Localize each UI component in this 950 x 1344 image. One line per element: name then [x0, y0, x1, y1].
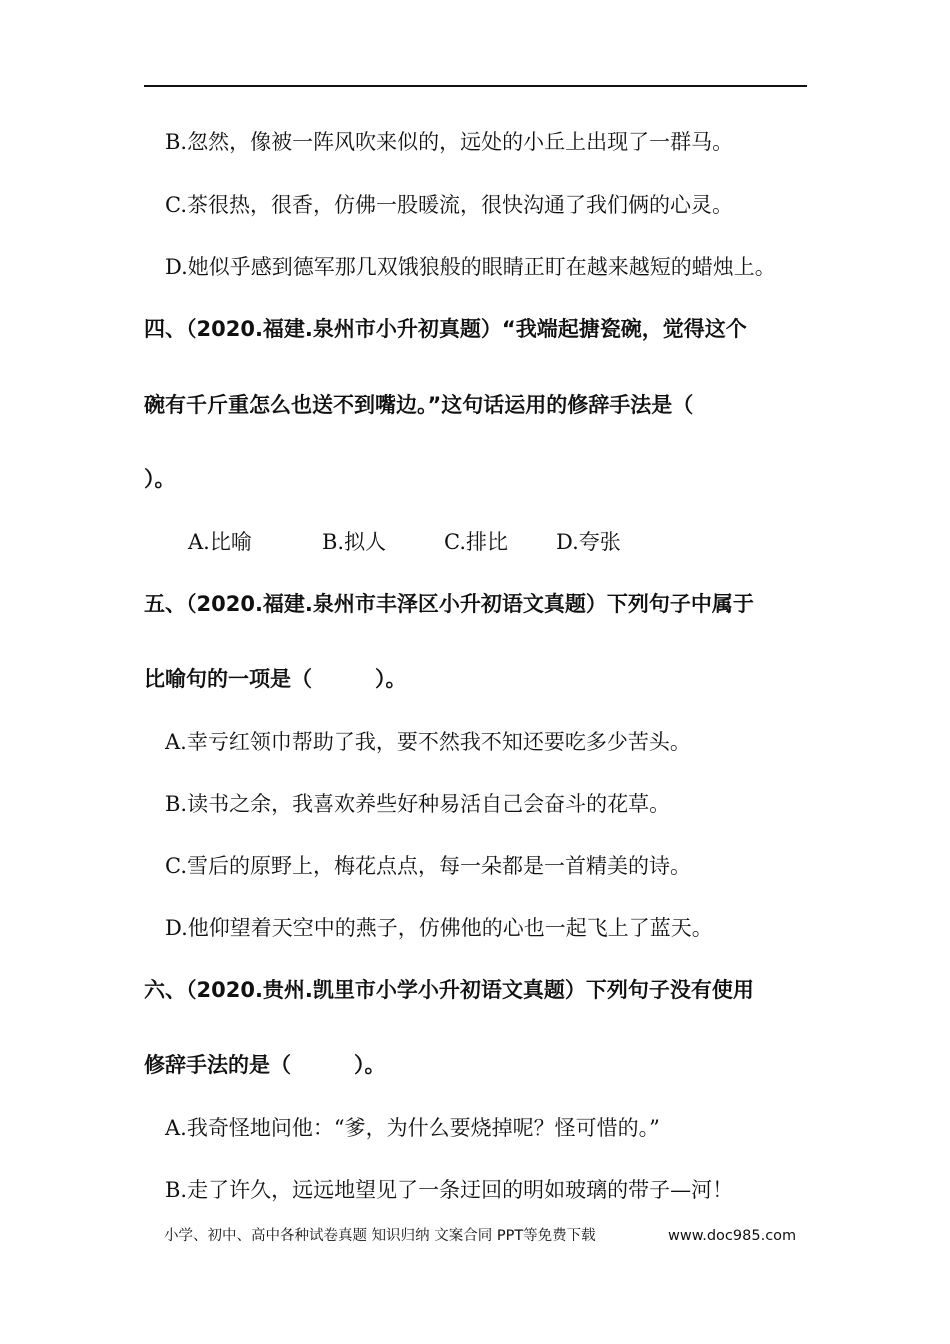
q5-option-c: C.雪后的原野上，梅花点点，每一朵都是一首精美的诗。: [165, 854, 691, 878]
q3-option-b: B.忽然，像被一阵风吹来似的，远处的小丘上出现了一群马。: [165, 130, 734, 154]
q6-stem-line-1: 六、（2020.贵州.凯里市小学小升初语文真题）下列句子没有使用: [144, 978, 754, 1002]
q4-option-c: C.排比: [444, 530, 508, 554]
q4-stem-line-1: 四、（2020.福建.泉州市小升初真题）“我端起搪瓷碗，觉得这个: [144, 317, 747, 341]
q3-option-d: D.她似乎感到德军那几双饿狼般的眼睛正盯在越来越短的蜡烛上。: [165, 255, 776, 279]
q5-option-a: A.幸亏红领巾帮助了我，要不然我不知还要吃多少苦头。: [165, 730, 691, 754]
q5-option-b: B.读书之余，我喜欢养些好种易活自己会奋斗的花草。: [165, 792, 671, 816]
q5-option-d: D.他仰望着天空中的燕子，仿佛他的心也一起飞上了蓝天。: [165, 916, 713, 940]
q6-option-b: B.走了许久，远远地望见了一条迂回的明如玻璃的带子—河！: [165, 1178, 734, 1202]
q6-option-a: A.我奇怪地问他：“爹，为什么要烧掉呢？怪可惜的。”: [165, 1116, 660, 1140]
q5-stem-line-2: 比喻句的一项是（ ）。: [144, 667, 407, 691]
q5-stem-line-1: 五、（2020.福建.泉州市丰泽区小升初语文真题）下列句子中属于: [144, 592, 754, 616]
q4-option-a: A.比喻: [188, 530, 252, 554]
q4-stem-line-3: ）。: [144, 467, 176, 491]
q4-option-b: B.拟人: [322, 530, 387, 554]
q4-stem-line-2: 碗有千斤重怎么也送不到嘴边。”这句话运用的修辞手法是（: [144, 393, 694, 417]
q4-option-d: D.夸张: [556, 530, 621, 554]
footer-text: 小学、初中、高中各种试卷真题 知识归纳 文案合同 PPT等免费下载: [164, 1228, 596, 1244]
header-rule: [144, 85, 807, 87]
q3-option-c: C.茶很热，很香，仿佛一股暖流，很快沟通了我们俩的心灵。: [165, 193, 733, 217]
q6-stem-line-2: 修辞手法的是（ ）。: [144, 1053, 386, 1077]
footer-website: www.doc985.com: [668, 1228, 797, 1244]
